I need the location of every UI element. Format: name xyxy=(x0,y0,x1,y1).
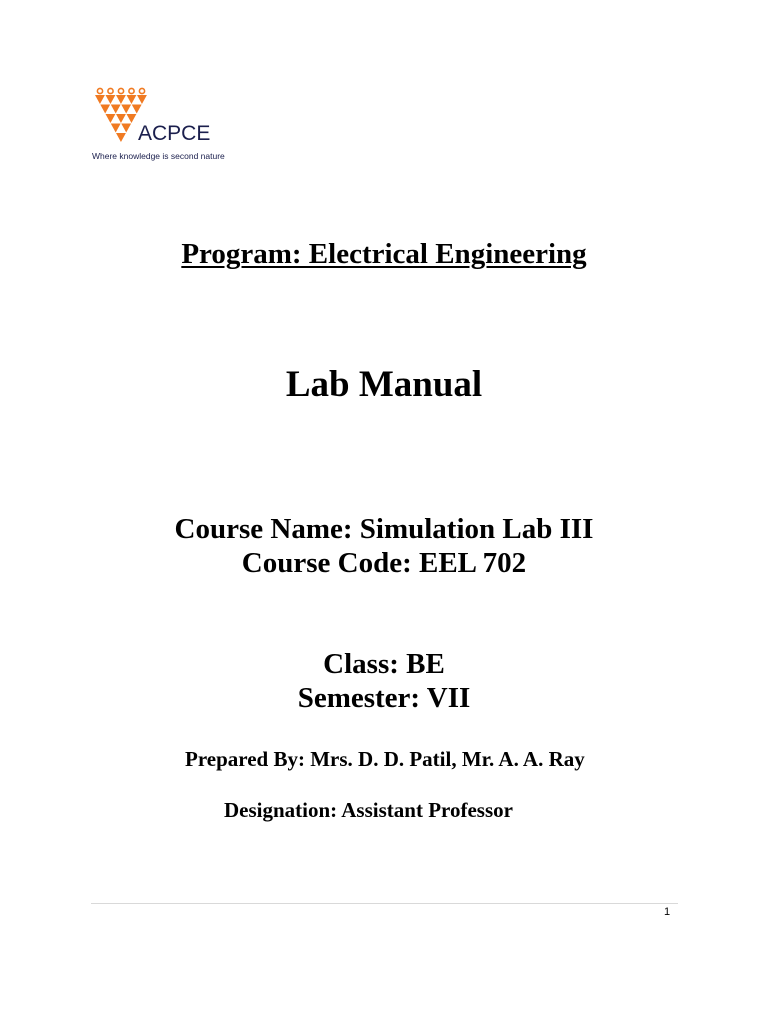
logo-head-mark xyxy=(97,88,102,93)
document-title: Lab Manual xyxy=(285,364,483,405)
logo-head-mark xyxy=(139,88,144,93)
logo-triangle-mark xyxy=(106,114,116,123)
logo-name: ACPCE xyxy=(138,122,211,145)
logo-triangle-mark xyxy=(127,95,137,104)
logo-triangle-mark xyxy=(116,133,126,142)
logo-head-mark xyxy=(108,88,113,93)
semester-label: Semester: VII xyxy=(297,682,471,714)
logo-tagline: Where knowledge is second nature xyxy=(92,151,225,161)
logo-triangle-mark xyxy=(95,95,105,104)
logo-triangle-mark xyxy=(106,95,116,104)
logo-triangle-mark xyxy=(121,124,131,133)
course-code: Course Code: EEL 702 xyxy=(241,547,527,579)
acpce-logo xyxy=(92,86,225,166)
logo-triangle-mark xyxy=(132,105,142,114)
logo-triangle-mark xyxy=(121,105,131,114)
logo-triangle-mark xyxy=(100,105,110,114)
footer-divider xyxy=(91,903,678,904)
logo-triangle-mark xyxy=(111,105,121,114)
class-label: Class: BE xyxy=(323,648,445,680)
course-name: Course Name: Simulation Lab III xyxy=(174,513,594,545)
logo-head-mark xyxy=(118,88,123,93)
logo-triangle-mark xyxy=(111,124,121,133)
designation: Designation: Assistant Professor xyxy=(224,798,513,822)
logo-triangle-mark xyxy=(116,114,126,123)
program-heading: Program: Electrical Engineering xyxy=(181,238,587,270)
logo-triangle-mark xyxy=(116,95,126,104)
page-number: 1 xyxy=(664,906,671,918)
logo-head-mark xyxy=(129,88,134,93)
logo-triangle-mark xyxy=(127,114,137,123)
logo-triangle-mark xyxy=(137,95,147,104)
prepared-by: Prepared By: Mrs. D. D. Patil, Mr. A. A. Ray xyxy=(185,747,585,771)
